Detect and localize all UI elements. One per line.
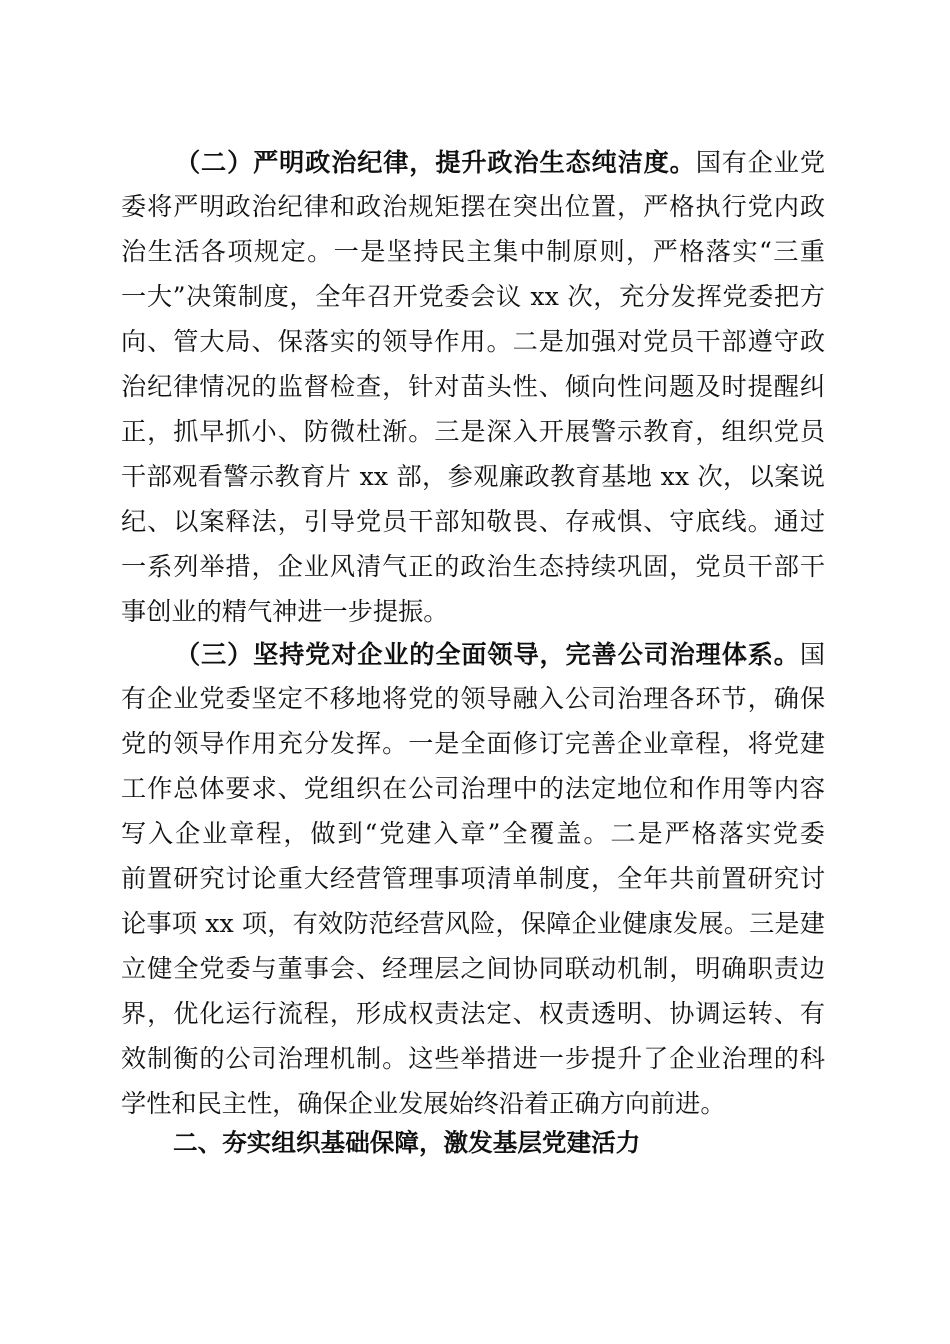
paragraph-line: 写入企业章程，做到“党建入章”全覆盖。二是严格落实党委 [121,819,825,848]
paragraph-line: 立健全党委与董事会、经理层之间协同联动机制，明确职责边 [121,954,825,983]
paragraph-line: 党的领导作用充分发挥。一是全面修订完善企业章程，将党建 [121,729,825,758]
paragraph-line: 正，抓早抓小、防微杜渐。三是深入开展警示教育，组织党员 [121,417,825,446]
paragraph-line: 委将严明政治纪律和政治规矩摆在突出位置，严格执行党内政 [121,192,825,221]
paragraph-lead: （二）严明政治纪律，提升政治生态纯洁度。 [175,147,696,177]
paragraph-lead: （三）坚持党对企业的全面领导，完善公司治理体系。 [175,639,800,669]
paragraph-first-line [175,142,825,182]
section-heading: 二、夯实组织基础保障，激发基层党建活力 [173,1128,641,1157]
paragraph-line: 前置研究讨论重大经营管理事项清单制度，全年共前置研究讨 [121,864,825,893]
paragraph-text: 国 [799,640,825,669]
paragraph-line: 干部观看警示教育片 xx 部，参观廉政教育基地 xx 次，以案说 [121,462,825,491]
paragraph-first-line [175,634,825,674]
paragraph-line: 向、管大局、保落实的领导作用。二是加强对党员干部遵守政 [121,327,825,356]
paragraph-line: 效制衡的公司治理机制。这些举措进一步提升了企业治理的科 [121,1044,825,1073]
paragraph-line: 事创业的精气神进一步提振。 [121,597,449,626]
paragraph-line: 学性和民主性，确保企业发展始终沿着正确方向前进。 [121,1089,726,1118]
paragraph-line: 有企业党委坚定不移地将党的领导融入公司治理各环节，确保 [121,684,825,713]
paragraph-line: 界，优化运行流程，形成权责法定、权责透明、协调运转、有 [121,999,825,1028]
paragraph-text: 国有企业党 [695,148,826,177]
paragraph-line: 治生活各项规定。一是坚持民主集中制原则，严格落实“三重 [121,237,825,266]
paragraph-line: 论事项 xx 项，有效防范经营风险，保障企业健康发展。三是建 [121,909,825,938]
paragraph-line: 一系列举措，企业风清气正的政治生态持续巩固，党员干部干 [121,552,825,581]
paragraph-line: 一大”决策制度，全年召开党委会议 xx 次，充分发挥党委把方 [121,282,825,311]
paragraph-line: 治纪律情况的监督检查，针对苗头性、倾向性问题及时提醒纠 [121,372,825,401]
paragraph-line: 纪、以案释法，引导党员干部知敬畏、存戒惧、守底线。通过 [121,507,825,536]
paragraph-line: 工作总体要求、党组织在公司治理中的法定地位和作用等内容 [121,774,825,803]
